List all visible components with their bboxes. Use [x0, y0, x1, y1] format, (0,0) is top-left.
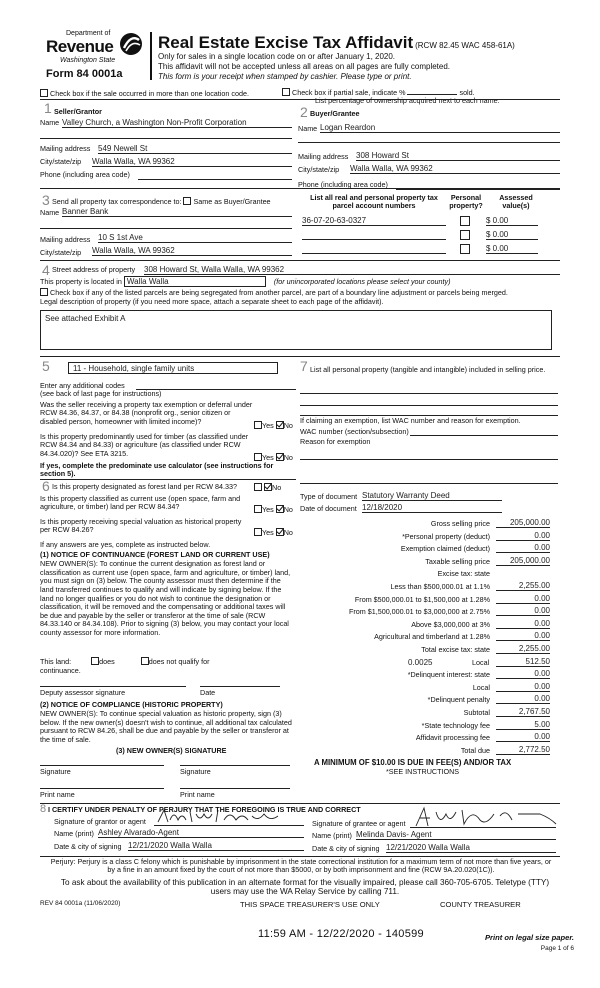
calc-upper-label: Exemption claimed (deduct) — [400, 544, 490, 554]
notice-compliance-body: NEW OWNER(S): To continue special valuation as historic property, sign (3) below. If the new owner(s) doesn't wish to continue, all additional tax calculated pursuant to RCW 84.26, shall be due and payable by the seller or transferor at the time of sale. — [40, 709, 292, 744]
owner-sig-label-2: Signature — [180, 767, 211, 776]
historic-yes-label: Yes — [262, 528, 274, 537]
street-field[interactable]: 308 Howard St, Walla Walla, WA 99362 — [144, 265, 560, 275]
forest-yes-checkbox[interactable] — [254, 483, 262, 491]
seller-city-row — [40, 158, 292, 166]
rule-8 — [40, 803, 560, 804]
owner-print-label-2: Print name — [180, 790, 215, 799]
local-rate-label: Local — [472, 657, 490, 667]
perjury-note: Perjury: Perjury is a class C felony which is punishable by imprisonment in the state correctional institution for a maximum term of not more than five years, or by a fine in an amount fixed by the court of not more than $5000, or by both imprisonment and fine (RCW 9A.20.020(1C)). — [50, 857, 552, 875]
grantee-sig-label: Signature of grantee or agent — [312, 819, 406, 828]
historic-question: Is this property receiving special valuation as historical property per RCW 84.26? — [40, 517, 242, 535]
wac-label: WAC number (section/subsection) — [300, 427, 409, 436]
calc-lower-value[interactable]: 0.00 — [496, 732, 550, 742]
buyer-city-field[interactable]: Walla Walla, WA 99362 — [350, 164, 560, 174]
grantee-date-field[interactable]: 12/21/2020 Walla Walla — [386, 843, 556, 853]
treasurer-use-label: THIS SPACE TREASURER'S USE ONLY — [240, 900, 380, 909]
cashier-stamp: 11:59 AM - 12/22/2020 - 140599 — [258, 928, 424, 940]
owner-print-line-1[interactable] — [40, 781, 164, 789]
buyer-city-label: City/state/zip — [298, 165, 340, 174]
assessed-field-3[interactable]: $ 0.00 — [486, 244, 538, 254]
corr-name-label: Name — [40, 208, 60, 217]
calc-lower-row — [300, 694, 550, 707]
seller-city-label: City/state/zip — [40, 157, 82, 166]
seller-name-line-2 — [40, 138, 292, 139]
forest-no-checkbox[interactable] — [264, 483, 272, 491]
section-5-number: 5 — [42, 358, 50, 374]
calc-upper-row — [300, 594, 550, 607]
calc-rows-upper — [300, 518, 550, 657]
corr-name-field[interactable]: Banner Bank — [62, 207, 292, 217]
corr-name-row — [40, 209, 292, 217]
grantee-sig-row — [312, 820, 556, 828]
grantor-name-label: Name (print) — [54, 829, 94, 838]
same-as-buyer-checkbox[interactable] — [183, 197, 191, 205]
calc-upper-row — [300, 531, 550, 544]
legal-size-note: Print on legal size paper. — [484, 933, 574, 942]
calc-upper-label: From $1,500,000.01 to $3,000,000 at 2.75% — [348, 607, 490, 617]
grantee-name-field[interactable]: Melinda Davis- Agent — [356, 830, 556, 840]
reason-line-2[interactable] — [300, 476, 558, 484]
form-number: Form 84 0001a — [46, 68, 123, 80]
doc-date-field[interactable]: 12/18/2020 — [362, 503, 502, 513]
historic-answers — [254, 528, 293, 537]
timber-question: Is this property predominantly used for timber (as classified under RCW 84.34 and 84.33) or agriculture (as classified under RCW 84.34.020)? See ETA 3215. — [40, 432, 249, 458]
personal-property-line-2[interactable] — [300, 398, 558, 406]
calc-upper-label: From $500,000.01 to $1,500,000 at 1.28% — [354, 594, 490, 604]
calc-upper-label: Excise tax: state — [437, 569, 490, 579]
calc-lower-value[interactable]: 0.00 — [496, 694, 550, 704]
personal-checkbox-2[interactable] — [460, 230, 470, 240]
multi-location-checkbox[interactable] — [40, 89, 48, 97]
personal-checkbox-1[interactable] — [460, 216, 470, 226]
local-rate-row — [300, 657, 550, 670]
rcw-reference: (RCW 82.45 WAC 458-61A) — [415, 41, 515, 50]
local-tax-field[interactable]: 512.50 — [496, 657, 550, 667]
buyer-title: Buyer/Grantee — [310, 109, 360, 118]
deputy-date-line[interactable] — [200, 679, 280, 687]
segregate-row — [40, 288, 508, 297]
partial-sale-label: Check box if partial sale, indicate % — [292, 88, 406, 97]
owner-sig-line-2[interactable] — [180, 758, 290, 766]
new-owner-sig-title: (3) NEW OWNER(S) SIGNATURE — [116, 746, 227, 755]
grantee-name-label: Name (print) — [312, 831, 352, 840]
calc-upper-row — [300, 619, 550, 632]
calc-upper-value[interactable]: 0.00 — [496, 543, 550, 553]
does-checkbox[interactable] — [91, 657, 99, 665]
seller-name-field[interactable]: Valley Church, a Washington Non-Profit Corporation — [62, 118, 292, 128]
grantee-signature-image — [410, 806, 560, 828]
calc-upper-row — [300, 556, 550, 569]
calc-upper-value[interactable]: 0.00 — [496, 606, 550, 616]
minimum-note: A MINIMUM OF $10.00 IS DUE IN FEE(S) AND/OR TAX — [314, 758, 512, 768]
ownership-note: List percentage of ownership acquired next to each name. — [315, 96, 500, 105]
if-yes-note: If yes, complete the predominate use calculator (see instructions for section 5). — [40, 461, 274, 479]
doc-date-label: Date of document — [300, 504, 357, 513]
calc-lower-value[interactable]: 2,772.50 — [496, 745, 550, 755]
personal-header: Personal property? — [449, 193, 483, 211]
calc-upper-row — [300, 631, 550, 644]
located-row — [40, 276, 560, 287]
grantor-date-row — [54, 843, 304, 851]
top-rule — [40, 99, 560, 100]
doc-type-row — [300, 493, 558, 501]
forest-question: Is this property designated as forest land per RCW 84.33? — [52, 482, 237, 491]
calc-rows-lower — [300, 669, 550, 757]
header-divider — [150, 32, 152, 80]
tax-calculation — [300, 518, 550, 777]
seller-mail-label: Mailing address — [40, 144, 91, 153]
grantor-signature-image — [154, 808, 304, 826]
assessed-field-1[interactable]: $ 0.00 — [486, 216, 538, 226]
sold-label: sold. — [459, 88, 475, 97]
doc-date-row — [300, 505, 558, 513]
this-land-label: This land: — [40, 657, 72, 666]
personal-property-line-1[interactable] — [300, 386, 558, 394]
owner-sig-label-1: Signature — [40, 767, 71, 776]
buyer-name-line-2 — [298, 142, 560, 143]
form-title-block — [158, 33, 515, 53]
header-line-1: Only for sales in a single location code on or after January 1, 2020. — [158, 52, 396, 61]
grantor-sig-label: Signature of grantor or agent — [54, 817, 146, 826]
q1-yes-checkbox[interactable] — [254, 421, 262, 429]
buyer-name-label: Name — [298, 124, 318, 133]
street-row — [52, 266, 560, 274]
form-title: Real Estate Excise Tax Affidavit — [158, 33, 414, 52]
q1-answers — [254, 421, 293, 430]
county-treasurer-label: COUNTY TREASURER — [440, 900, 521, 909]
calc-upper-row — [300, 518, 550, 531]
grantee-signature-field[interactable] — [410, 814, 556, 828]
buyer-city-row — [298, 166, 560, 174]
see-instructions-note: *SEE INSTRUCTIONS — [386, 767, 460, 777]
corr-mail-label: Mailing address — [40, 235, 91, 244]
buyer-name-row — [298, 125, 560, 133]
legal-desc-label: Legal description of property (if you need more space, attach a separate sheet to each page of the affidavit). — [40, 297, 384, 306]
current-use-yes-label: Yes — [262, 505, 274, 514]
parcel-list-header: List all real and personal property tax parcel account numbers — [310, 193, 438, 211]
send-correspondence-label: Send all property tax correspondence to: — [52, 197, 182, 206]
header-line-3: This form is your receipt when stamped by cashier. Please type or print. — [158, 72, 412, 81]
corr-mail-row — [40, 233, 292, 244]
seller-mail-row — [40, 145, 292, 153]
page-number: Page 1 of 6 — [540, 945, 574, 952]
section-4-number: 4 — [42, 262, 50, 278]
certify-statement: I CERTIFY UNDER PENALTY OF PERJURY THAT THE FOREGOING IS TRUE AND CORRECT — [48, 805, 361, 814]
calc-lower-label: *State technology fee — [421, 720, 490, 730]
deputy-signature-line[interactable] — [40, 679, 186, 687]
calc-upper-label: Less than $500,000.01 at 1.1% — [390, 581, 490, 591]
personal-property-label: List all personal property (tangible and intangible) included in selling price. — [310, 365, 546, 374]
grantor-signature-field[interactable] — [154, 812, 304, 826]
grantor-name-row — [54, 830, 304, 838]
current-use-answers — [254, 505, 293, 514]
calc-upper-row — [300, 543, 550, 556]
forest-no-label: No — [272, 483, 282, 492]
parcel-field-1[interactable]: 36-07-20-63-0327 — [302, 216, 446, 226]
doc-type-label: Type of document — [300, 492, 358, 501]
rule-3 — [40, 260, 560, 261]
wac-row — [300, 428, 558, 436]
segregate-label: Check box if any of the listed parcels are being segregated from another parcel, are part of a boundary line adjustment or parcels being merged. — [50, 288, 508, 297]
current-use-question: Is this property classified as current use (open space, farm and agriculture, or timber) land per RCW 84.34? — [40, 494, 241, 512]
seller-phone-field[interactable] — [138, 170, 292, 180]
seller-phone-row — [40, 171, 292, 179]
calc-upper-value[interactable]: 2,255.00 — [496, 644, 550, 654]
corr-city-label: City/state/zip — [40, 248, 82, 257]
q2-no-checkbox[interactable] — [276, 453, 284, 461]
calc-lower-label: Subtotal — [463, 707, 490, 717]
grantor-date-label: Date & city of signing — [54, 842, 122, 851]
grantee-date-row — [312, 845, 556, 853]
grantor-name-field[interactable]: Ashley Alvarado-Agent — [98, 828, 304, 838]
corr-city-field[interactable]: Walla Walla, WA 99362 — [92, 246, 292, 256]
historic-yes-checkbox[interactable] — [254, 528, 262, 536]
current-use-no-checkbox[interactable] — [276, 505, 284, 513]
calc-upper-label: Taxable selling price — [425, 556, 490, 566]
assessed-header: Assessed value(s) — [499, 193, 533, 211]
this-land-row — [40, 657, 294, 666]
calc-lower-label: Total due — [460, 745, 490, 755]
street-label: Street address of property — [52, 265, 136, 274]
section-8-number: 8 — [40, 803, 47, 815]
multi-location-row — [40, 89, 249, 98]
calc-lower-label: Affidavit processing fee — [415, 733, 490, 743]
buyer-mail-label: Mailing address — [298, 152, 349, 161]
calc-upper-label: Gross selling price — [430, 519, 490, 528]
deputy-date-label: Date — [200, 688, 216, 697]
q1-no-checkbox[interactable] — [276, 421, 284, 429]
same-as-buyer-label: Same as Buyer/Grantee — [193, 197, 271, 206]
exemption-label: If claiming an exemption, list WAC number and reason for exemption. — [300, 416, 521, 425]
section-1-number: 1 — [44, 100, 52, 116]
calc-lower-label: Local — [472, 682, 490, 692]
personal-property-line-3[interactable] — [300, 408, 558, 416]
grantor-sig-row — [54, 818, 304, 826]
addl-codes-label: Enter any additional codes — [40, 381, 125, 390]
current-use-yes-checkbox[interactable] — [254, 505, 262, 513]
reason-label: Reason for exemption — [300, 437, 371, 446]
segregate-checkbox[interactable] — [40, 288, 48, 296]
exemption-question: Was the seller receiving a property tax exemption or deferral under RCW 84.36, 84.37, or 84.38 (nonprofit org., senior citizen or disabled person, homeowner with limited income)? — [40, 400, 253, 426]
buyer-mail-field[interactable]: 308 Howard St — [356, 151, 560, 161]
calc-upper-label: Agricultural and timberland at 1.28% — [374, 632, 490, 642]
legal-desc-field[interactable]: See attached Exhibit A — [40, 310, 552, 350]
if-any-note: If any answers are yes, complete as instructed below. — [40, 540, 211, 549]
calc-lower-value[interactable]: 5.00 — [496, 720, 550, 730]
local-rate: 0.0025 — [408, 657, 433, 667]
seller-phone-label: Phone (including area code) — [40, 170, 130, 179]
calc-lower-row — [300, 707, 550, 720]
reason-line-1[interactable] — [300, 452, 558, 460]
q2-no-label: No — [283, 453, 293, 462]
section-3-number: 3 — [42, 192, 50, 208]
section-2-number: 2 — [300, 104, 308, 120]
seller-city-field[interactable]: Walla Walla, WA 99362 — [92, 157, 292, 167]
calc-upper-label: *Personal property (deduct) — [402, 531, 490, 541]
revenue-wordmark: Revenue — [46, 37, 114, 56]
assessed-field-2[interactable]: $ 0.00 — [486, 230, 538, 240]
header-line-2: This affidavit will not be accepted unless all areas on all pages are fully completed. — [158, 62, 451, 71]
calc-upper-label: Total excise tax: state — [421, 644, 490, 654]
buyer-name-field[interactable]: Logan Reardon — [320, 123, 560, 133]
section-7-number: 7 — [300, 358, 308, 374]
multi-location-label: Check box if the sale occurred in more than one location code. — [50, 89, 249, 98]
q2-yes-label: Yes — [262, 453, 274, 462]
calc-lower-value[interactable]: 0.00 — [496, 669, 550, 679]
notice-continuance-title: (1) NOTICE OF CONTINUANCE (FOREST LAND OR CURRENT USE) — [40, 550, 270, 559]
continuance-label: continuance. — [40, 666, 81, 675]
q1-yes-label: Yes — [262, 421, 274, 430]
wac-field[interactable] — [410, 427, 558, 436]
county-select[interactable]: Walla Walla — [124, 276, 266, 287]
does-not-checkbox[interactable] — [141, 657, 149, 665]
section-6-number: 6 — [42, 478, 50, 494]
calc-lower-label: *Delinquent interest: state — [407, 670, 490, 680]
calc-upper-value[interactable]: 205,000.00 — [496, 556, 550, 566]
calc-lower-row — [300, 720, 550, 733]
use-code-select[interactable]: 11 - Household, single family units — [68, 362, 278, 374]
uninc-note: (for unincorporated locations please select your county) — [273, 277, 451, 286]
see-back-note: (see back of last page for instructions) — [40, 389, 162, 398]
parcel-field-2[interactable] — [302, 230, 446, 240]
seller-title: Seller/Grantor — [54, 107, 102, 116]
alt-format-note: To ask about the availability of this publication in an alternate format for the visually impaired, please call 360-705-6705. Teletype (TTY) users may use the WA Relay Service by calling 711. — [60, 878, 550, 897]
calc-upper-row — [300, 644, 550, 657]
seller-name-row — [40, 119, 292, 127]
forest-answers — [254, 483, 281, 492]
owner-print-line-2[interactable] — [180, 781, 290, 789]
personal-checkbox-3[interactable] — [460, 244, 470, 254]
notice-continuance-body: NEW OWNER(S): To continue the current designation as forest land or classification as current use (open space, farm and agriculture, or timber) land, you must sign on (3) below. The county assessor must then determine if the land transferred continues to qualify and will indicate by signing below. If the land no longer qualifies or you do not wish to continue the designation or classification, it will be removed and the compensating or additional taxes will be due and payable by the seller or transferor at the time of sale (RCW 84.33.140 or 84.34.108). Prior to signing (3) below, you may contact your local county assessor for more information. — [40, 559, 291, 638]
calc-upper-value[interactable]: 0.00 — [496, 631, 550, 641]
historic-no-checkbox[interactable] — [276, 528, 284, 536]
calc-lower-row — [300, 669, 550, 682]
owner-print-label-1: Print name — [40, 790, 75, 799]
grantor-date-field[interactable]: 12/21/2020 Walla Walla — [128, 841, 304, 851]
calc-lower-row — [300, 682, 550, 695]
revenue-logo-icon — [118, 32, 144, 56]
calc-upper-row — [300, 581, 550, 594]
grantee-date-label: Date & city of signing — [312, 844, 380, 853]
current-use-no-label: No — [283, 505, 293, 514]
does-not-label: does not qualify for — [148, 657, 210, 666]
calc-lower-row — [300, 732, 550, 745]
seller-name-label: Name — [40, 118, 60, 127]
calc-lower-label: *Delinquent penalty — [427, 695, 490, 705]
rev-number: REV 84 0001a (11/06/2020) — [40, 900, 121, 907]
q1-no-label: No — [283, 421, 293, 430]
corr-city-row — [40, 246, 292, 257]
calc-upper-row — [300, 606, 550, 619]
does-label: does — [99, 657, 115, 666]
located-label: This property is located in — [40, 277, 122, 286]
state-label: Washington State — [60, 57, 116, 64]
owner-sig-line-1[interactable] — [40, 758, 164, 766]
parcel-field-3[interactable] — [302, 244, 446, 254]
send-correspondence-row — [52, 197, 271, 206]
corr-name-line-2 — [40, 228, 292, 229]
historic-no-label: No — [283, 528, 293, 537]
calc-lower-row — [300, 745, 550, 758]
calc-lower-value[interactable]: 2,767.50 — [496, 707, 550, 717]
calc-upper-value[interactable]: 0.00 — [496, 531, 550, 541]
notice-compliance-title: (2) NOTICE OF COMPLIANCE (HISTORIC PROPERTY) — [40, 700, 223, 709]
calc-upper-value[interactable]: 0.00 — [496, 594, 550, 604]
calc-upper-row — [300, 568, 550, 581]
calc-upper-value[interactable]: 205,000.00 — [496, 518, 550, 528]
buyer-mail-row — [298, 153, 560, 161]
dept-label: Department of — [66, 30, 111, 37]
doc-type-field[interactable]: Statutory Warranty Deed — [362, 491, 502, 501]
calc-upper-value[interactable]: 2,255.00 — [496, 581, 550, 591]
seller-mail-field[interactable]: 549 Newell St — [98, 144, 292, 154]
buyer-phone-label: Phone (including area code) — [298, 180, 388, 189]
q2-yes-checkbox[interactable] — [254, 453, 262, 461]
calc-upper-label: Above $3,000,000 at 3% — [411, 619, 490, 629]
rule-4 — [40, 356, 560, 357]
partial-percent-field[interactable] — [407, 87, 457, 95]
partial-sale-checkbox[interactable] — [282, 88, 290, 96]
deputy-signature-label: Deputy assessor signature — [40, 688, 126, 697]
corr-mail-field[interactable]: 10 S 1st Ave — [98, 233, 292, 243]
calc-lower-value[interactable]: 0.00 — [496, 682, 550, 692]
calc-upper-value[interactable]: 0.00 — [496, 619, 550, 629]
rule-2 — [40, 188, 560, 189]
grantee-name-row — [312, 832, 556, 840]
